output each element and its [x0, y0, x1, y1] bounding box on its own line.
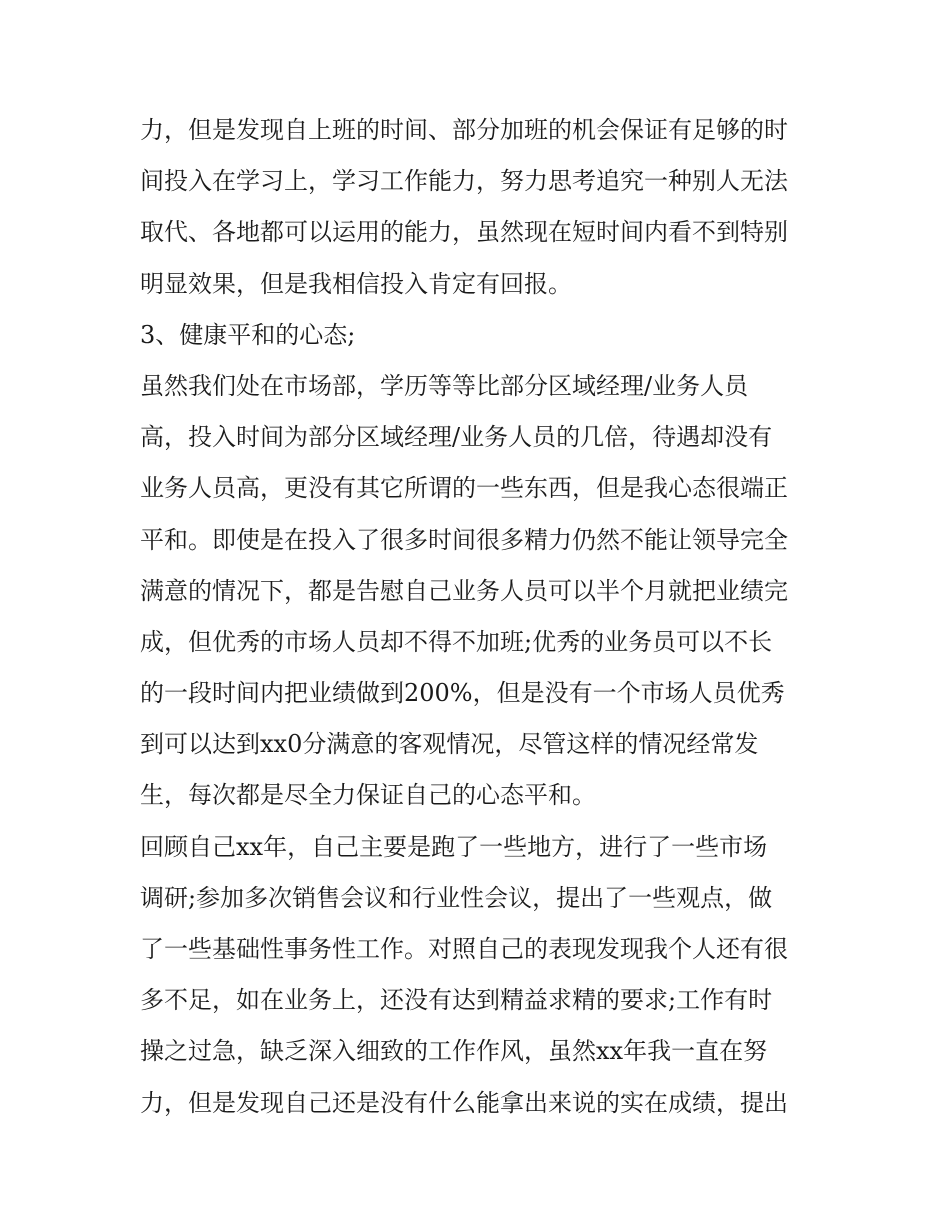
text-line: 明显效果，但是我相信投入肯定有回报。 — [140, 269, 572, 298]
text-line: 多不足，如在业务上，还没有达到精益求精的要求;工作有时 — [140, 986, 773, 1015]
text-line: 力，但是发现自己还是没有什么能拿出来说的实在成绩，提出 — [140, 1088, 788, 1117]
text-line: 回顾自己xx年，自己主要是跑了一些地方，进行了一些市场 — [140, 832, 768, 861]
text-line: 操之过急，缺乏深入细致的工作作风，虽然xx年我一直在努 — [140, 1037, 768, 1066]
text-line: 到可以达到xx0分满意的客观情况，尽管这样的情况经常发 — [140, 730, 759, 759]
text-line: 业务人员高，更没有其它所谓的一些东西，但是我心态很端正 — [140, 474, 788, 503]
text-line: 调研;参加多次销售会议和行业性会议，提出了一些观点，做 — [140, 883, 773, 912]
text-line: 了一些基础性事务性工作。对照自己的表现发现我个人还有很 — [140, 935, 788, 963]
text-line: 的一段时间内把业绩做到200%，但是没有一个市场人员优秀 — [140, 679, 785, 708]
text-line: 高，投入时间为部分区域经理/业务人员的几倍，待遇却没有 — [140, 423, 773, 452]
text-line: 力，但是发现自上班的时间、部分加班的机会保证有足够的时 — [140, 116, 788, 144]
text-line: 成，但优秀的市场人员却不得不加班;优秀的业务员可以不长 — [140, 627, 773, 656]
text-line: 虽然我们处在市场部，学历等等比部分区域经理/业务人员 — [140, 371, 749, 400]
text-line: 满意的情况下，都是告慰自己业务人员可以半个月就把业绩完 — [140, 576, 788, 605]
section-heading: 3、健康平和的心态; — [140, 320, 356, 349]
text-line: 平和。即使是在投入了很多时间很多精力仍然不能让领导完全 — [140, 525, 788, 554]
document-body — [140, 105, 820, 1129]
text-line: 生，每次都是尽全力保证自己的心态平和。 — [140, 781, 596, 810]
text-line: 取代、各地都可以运用的能力，虽然现在短时间内看不到特别 — [140, 218, 788, 247]
text-line: 间投入在学习上，学习工作能力，努力思考追究一种别人无法 — [140, 167, 788, 196]
